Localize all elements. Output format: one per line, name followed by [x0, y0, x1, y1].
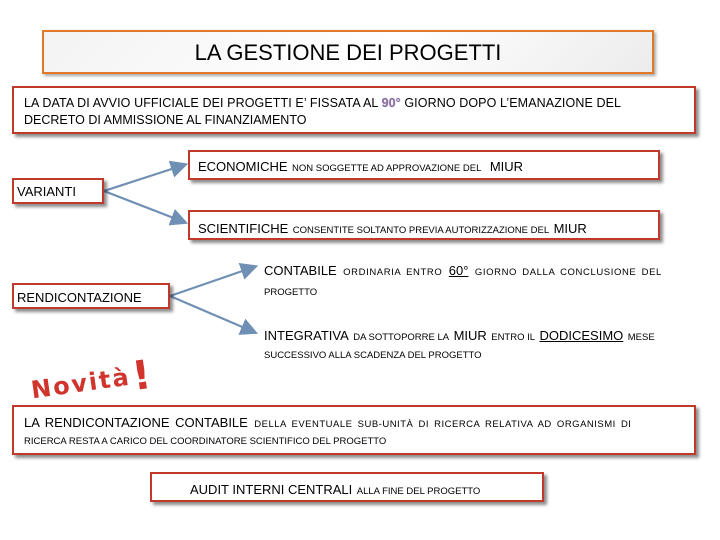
audit-box: AUDIT INTERNI CENTRALI ALLA FINE DEL PROGETTO — [150, 472, 544, 502]
rendicontazione-box: RENDICONTAZIONE — [12, 283, 170, 309]
page-title: LA GESTIONE DEI PROGETTI — [194, 40, 502, 65]
integrativa-line2: SUCCESSIVO ALLA SCADENZA DEL PROGETTO — [264, 350, 482, 361]
bottom-box: LA RENDICONTAZIONE CONTABILE DELLA EVENTUALE SUB-UNITÀ DI RICERCA RELATIVA AD ORGANISMI DI RICERCA RESTA A CARICO DEL COORDINATORE SCIENTIFICO DEL PROGETTO — [12, 405, 696, 455]
arrow-to-integrativa — [170, 296, 254, 332]
economiche-box: ECONOMICHE NON SOGGETTE AD APPROVAZIONE DEL MIUR — [188, 150, 660, 180]
avvio-line1: LA DATA DI AVVIO UFFICIALE DEI PROGETTI E’ FISSATA AL 90° GIORNO DOPO L’EMANAZIONE DEL — [24, 96, 622, 110]
contabile-line1: CONTABILE ORDINARIA ENTRO 60° GIORNO DALLA CONCLUSIONE DEL — [264, 263, 662, 278]
integrativa-line1: INTEGRATIVA DA SOTTOPORRE LA MIUR ENTRO IL DODICESIMO MESE — [264, 328, 655, 343]
arrow-to-contabile — [170, 267, 254, 296]
arrow-to-scientifiche — [104, 191, 184, 222]
varianti-box: VARIANTI — [12, 178, 104, 204]
arrow-to-economiche — [104, 165, 184, 191]
novita-stamp: Novità! — [29, 351, 156, 405]
scientifiche-box: SCIENTIFICHE CONSENTITE SOLTANTO PREVIA AUTORIZZAZIONE DEL MIUR — [188, 210, 660, 240]
avvio-line2: DECRETO DI AMMISSIONE AL FINANZIAMENTO — [24, 113, 307, 127]
contabile-line2: PROGETTO — [264, 287, 318, 298]
